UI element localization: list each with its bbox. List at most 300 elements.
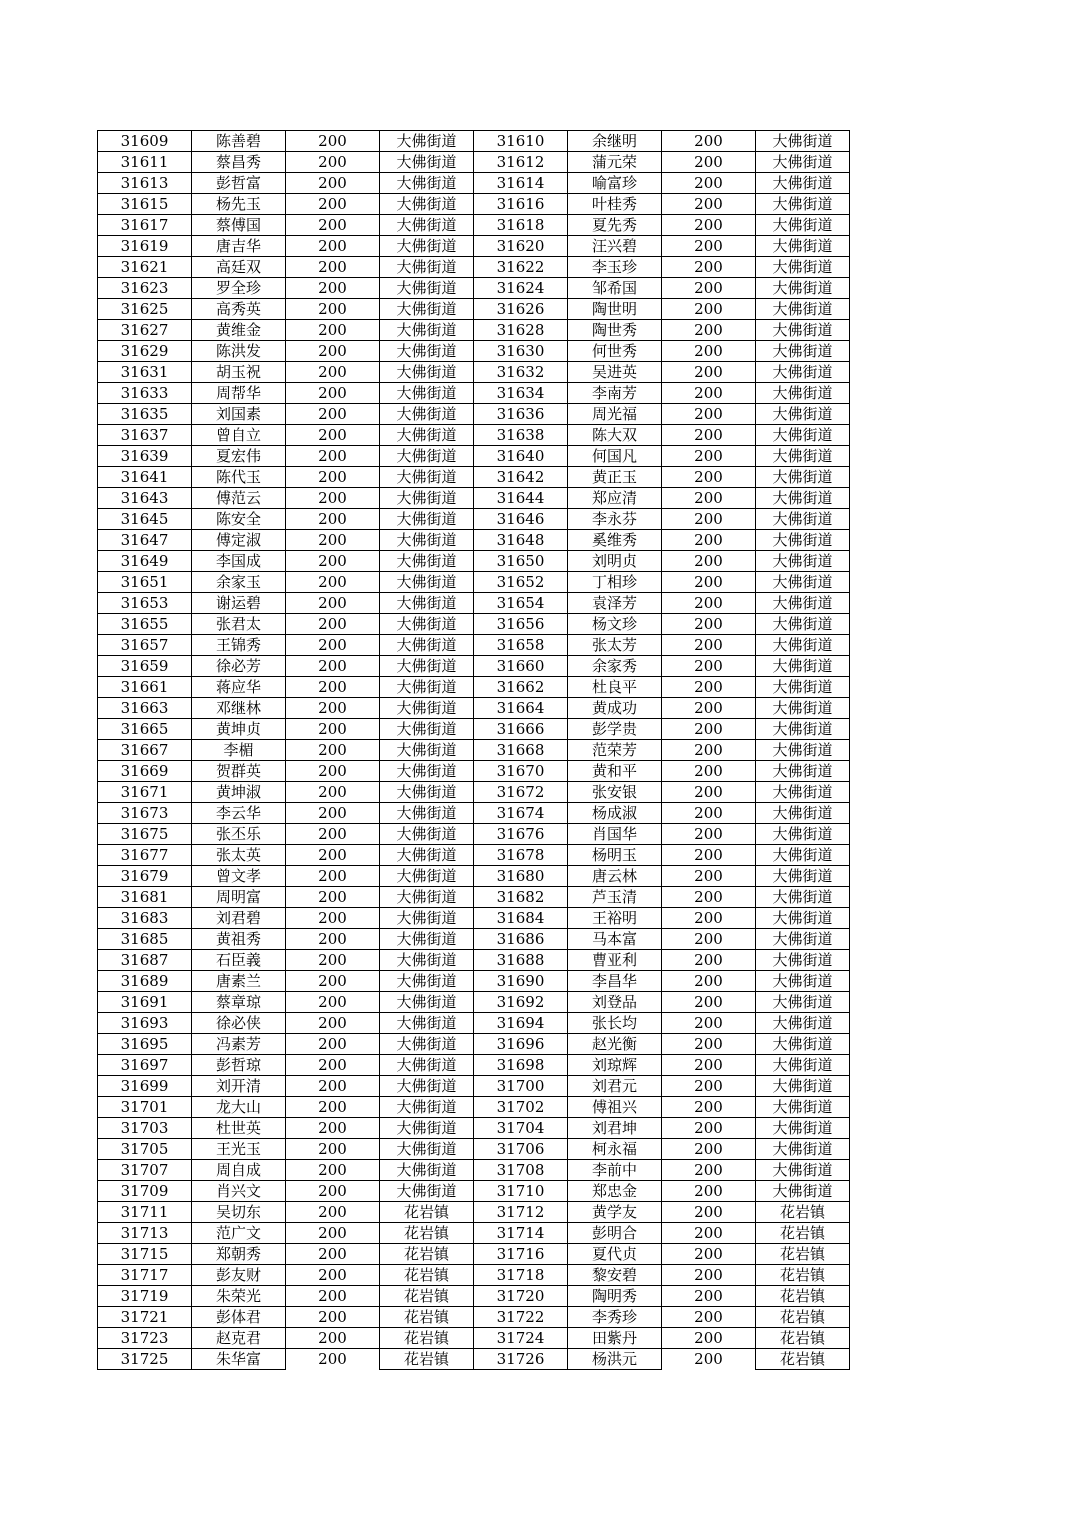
amount-cell: 200 <box>286 971 380 992</box>
amount-cell: 200 <box>662 1349 756 1370</box>
person-name-cell: 黄祖秀 <box>192 929 286 950</box>
person-name-cell: 刘君元 <box>568 1076 662 1097</box>
table-row <box>98 551 850 572</box>
person-name-cell: 刘登品 <box>568 992 662 1013</box>
person-name-cell: 唐云林 <box>568 866 662 887</box>
amount-cell: 200 <box>286 257 380 278</box>
location-cell: 大佛街道 <box>756 992 850 1013</box>
record-id-cell: 31676 <box>474 824 568 845</box>
location-cell: 大佛街道 <box>756 1034 850 1055</box>
person-name-cell: 李昌华 <box>568 971 662 992</box>
record-id-cell: 31696 <box>474 1034 568 1055</box>
table-row <box>98 635 850 656</box>
amount-cell: 200 <box>286 824 380 845</box>
amount-cell: 200 <box>286 761 380 782</box>
amount-cell: 200 <box>662 572 756 593</box>
amount-cell: 200 <box>662 656 756 677</box>
record-id-cell: 31671 <box>98 782 192 803</box>
location-cell: 花岩镇 <box>756 1328 850 1349</box>
amount-cell: 200 <box>286 698 380 719</box>
person-name-cell: 肖国华 <box>568 824 662 845</box>
person-name-cell: 余家秀 <box>568 656 662 677</box>
amount-cell: 200 <box>286 194 380 215</box>
location-cell: 大佛街道 <box>756 383 850 404</box>
person-name-cell: 吴切东 <box>192 1202 286 1223</box>
location-cell: 大佛街道 <box>756 1139 850 1160</box>
table-row <box>98 761 850 782</box>
amount-cell: 200 <box>286 467 380 488</box>
table-row <box>98 866 850 887</box>
table-row <box>98 278 850 299</box>
table-row <box>98 908 850 929</box>
table-row <box>98 1160 850 1181</box>
record-id-cell: 31677 <box>98 845 192 866</box>
location-cell: 大佛街道 <box>756 635 850 656</box>
amount-cell: 200 <box>662 1223 756 1244</box>
person-name-cell: 蒋应华 <box>192 677 286 698</box>
amount-cell: 200 <box>286 866 380 887</box>
person-name-cell: 蒲元荣 <box>568 152 662 173</box>
person-name-cell: 陶世秀 <box>568 320 662 341</box>
amount-cell: 200 <box>286 1181 380 1202</box>
record-id-cell: 31718 <box>474 1265 568 1286</box>
record-id-cell: 31693 <box>98 1013 192 1034</box>
table-row <box>98 425 850 446</box>
person-name-cell: 李楣 <box>192 740 286 761</box>
location-cell: 大佛街道 <box>756 908 850 929</box>
record-id-cell: 31680 <box>474 866 568 887</box>
person-name-cell: 何世秀 <box>568 341 662 362</box>
person-name-cell: 夏先秀 <box>568 215 662 236</box>
amount-cell: 200 <box>286 1160 380 1181</box>
table-row <box>98 656 850 677</box>
location-cell: 大佛街道 <box>380 1139 474 1160</box>
amount-cell: 200 <box>662 362 756 383</box>
location-cell: 大佛街道 <box>380 908 474 929</box>
person-name-cell: 杨洪元 <box>568 1349 662 1370</box>
location-cell: 大佛街道 <box>380 761 474 782</box>
record-id-cell: 31654 <box>474 593 568 614</box>
table-row <box>98 509 850 530</box>
table-row <box>98 1139 850 1160</box>
record-id-cell: 31615 <box>98 194 192 215</box>
amount-cell: 200 <box>662 1055 756 1076</box>
amount-cell: 200 <box>286 1034 380 1055</box>
record-id-cell: 31678 <box>474 845 568 866</box>
amount-cell: 200 <box>662 278 756 299</box>
location-cell: 花岩镇 <box>756 1244 850 1265</box>
table-row <box>98 950 850 971</box>
location-cell: 花岩镇 <box>756 1223 850 1244</box>
amount-cell: 200 <box>286 1055 380 1076</box>
location-cell: 大佛街道 <box>380 656 474 677</box>
location-cell: 大佛街道 <box>380 509 474 530</box>
table-row <box>98 404 850 425</box>
person-name-cell: 陈大双 <box>568 425 662 446</box>
location-cell: 大佛街道 <box>380 1013 474 1034</box>
person-name-cell: 李国成 <box>192 551 286 572</box>
table-row <box>98 236 850 257</box>
person-name-cell: 杨成淑 <box>568 803 662 824</box>
record-id-cell: 31649 <box>98 551 192 572</box>
location-cell: 大佛街道 <box>756 761 850 782</box>
location-cell: 花岩镇 <box>380 1286 474 1307</box>
person-name-cell: 芦玉清 <box>568 887 662 908</box>
amount-cell: 200 <box>662 299 756 320</box>
amount-cell: 200 <box>286 278 380 299</box>
person-name-cell: 彭友财 <box>192 1265 286 1286</box>
record-id-cell: 31625 <box>98 299 192 320</box>
record-id-cell: 31719 <box>98 1286 192 1307</box>
record-id-cell: 31720 <box>474 1286 568 1307</box>
amount-cell: 200 <box>286 677 380 698</box>
table-row <box>98 530 850 551</box>
table-row <box>98 383 850 404</box>
amount-cell: 200 <box>286 1223 380 1244</box>
amount-cell: 200 <box>662 1265 756 1286</box>
record-id-cell: 31631 <box>98 362 192 383</box>
record-id-cell: 31638 <box>474 425 568 446</box>
person-name-cell: 邓继林 <box>192 698 286 719</box>
location-cell: 大佛街道 <box>756 551 850 572</box>
record-id-cell: 31635 <box>98 404 192 425</box>
table-row <box>98 803 850 824</box>
amount-cell: 200 <box>662 215 756 236</box>
person-name-cell: 叶桂秀 <box>568 194 662 215</box>
record-id-cell: 31609 <box>98 131 192 152</box>
location-cell: 大佛街道 <box>380 635 474 656</box>
amount-cell: 200 <box>662 131 756 152</box>
person-name-cell: 黄和平 <box>568 761 662 782</box>
location-cell: 大佛街道 <box>756 341 850 362</box>
location-cell: 大佛街道 <box>756 740 850 761</box>
record-id-cell: 31621 <box>98 257 192 278</box>
amount-cell: 200 <box>286 1013 380 1034</box>
person-name-cell: 赵克君 <box>192 1328 286 1349</box>
table-row <box>98 614 850 635</box>
amount-cell: 200 <box>662 824 756 845</box>
record-id-cell: 31705 <box>98 1139 192 1160</box>
person-name-cell: 傅范云 <box>192 488 286 509</box>
table-row <box>98 299 850 320</box>
person-name-cell: 唐素兰 <box>192 971 286 992</box>
record-id-cell: 31623 <box>98 278 192 299</box>
table-row <box>98 362 850 383</box>
location-cell: 大佛街道 <box>756 362 850 383</box>
location-cell: 大佛街道 <box>380 782 474 803</box>
location-cell: 大佛街道 <box>756 320 850 341</box>
record-id-cell: 31644 <box>474 488 568 509</box>
amount-cell: 200 <box>286 740 380 761</box>
amount-cell: 200 <box>286 1265 380 1286</box>
location-cell: 大佛街道 <box>380 845 474 866</box>
location-cell: 大佛街道 <box>380 425 474 446</box>
person-name-cell: 黎安碧 <box>568 1265 662 1286</box>
record-id-cell: 31668 <box>474 740 568 761</box>
amount-cell: 200 <box>286 488 380 509</box>
person-name-cell: 邹希国 <box>568 278 662 299</box>
location-cell: 大佛街道 <box>380 1118 474 1139</box>
record-id-cell: 31710 <box>474 1181 568 1202</box>
location-cell: 大佛街道 <box>380 131 474 152</box>
person-name-cell: 张太英 <box>192 845 286 866</box>
amount-cell: 200 <box>662 1202 756 1223</box>
person-name-cell: 郑忠金 <box>568 1181 662 1202</box>
record-id-cell: 31679 <box>98 866 192 887</box>
person-name-cell: 王裕明 <box>568 908 662 929</box>
amount-cell: 200 <box>662 635 756 656</box>
record-id-cell: 31709 <box>98 1181 192 1202</box>
record-id-cell: 31686 <box>474 929 568 950</box>
location-cell: 大佛街道 <box>380 572 474 593</box>
data-table <box>97 130 850 1370</box>
person-name-cell: 刘国素 <box>192 404 286 425</box>
location-cell: 大佛街道 <box>380 215 474 236</box>
amount-cell: 200 <box>286 929 380 950</box>
person-name-cell: 杨明玉 <box>568 845 662 866</box>
person-name-cell: 刘明贞 <box>568 551 662 572</box>
person-name-cell: 夏宏伟 <box>192 446 286 467</box>
record-id-cell: 31656 <box>474 614 568 635</box>
person-name-cell: 刘君坤 <box>568 1118 662 1139</box>
amount-cell: 200 <box>662 992 756 1013</box>
location-cell: 大佛街道 <box>756 509 850 530</box>
record-id-cell: 31616 <box>474 194 568 215</box>
record-id-cell: 31611 <box>98 152 192 173</box>
amount-cell: 200 <box>662 173 756 194</box>
person-name-cell: 余家玉 <box>192 572 286 593</box>
record-id-cell: 31726 <box>474 1349 568 1370</box>
record-id-cell: 31690 <box>474 971 568 992</box>
location-cell: 大佛街道 <box>756 530 850 551</box>
person-name-cell: 周自成 <box>192 1160 286 1181</box>
record-id-cell: 31684 <box>474 908 568 929</box>
person-name-cell: 傅祖兴 <box>568 1097 662 1118</box>
person-name-cell: 彭体君 <box>192 1307 286 1328</box>
record-id-cell: 31637 <box>98 425 192 446</box>
location-cell: 大佛街道 <box>380 341 474 362</box>
record-id-cell: 31617 <box>98 215 192 236</box>
record-id-cell: 31659 <box>98 656 192 677</box>
person-name-cell: 徐必芳 <box>192 656 286 677</box>
location-cell: 大佛街道 <box>380 992 474 1013</box>
table-row <box>98 593 850 614</box>
location-cell: 大佛街道 <box>380 803 474 824</box>
location-cell: 大佛街道 <box>756 1055 850 1076</box>
amount-cell: 200 <box>286 1307 380 1328</box>
person-name-cell: 肖兴文 <box>192 1181 286 1202</box>
record-id-cell: 31695 <box>98 1034 192 1055</box>
amount-cell: 200 <box>286 404 380 425</box>
record-id-cell: 31674 <box>474 803 568 824</box>
record-id-cell: 31675 <box>98 824 192 845</box>
table-row <box>98 488 850 509</box>
person-name-cell: 高廷双 <box>192 257 286 278</box>
record-id-cell: 31629 <box>98 341 192 362</box>
record-id-cell: 31628 <box>474 320 568 341</box>
location-cell: 大佛街道 <box>380 299 474 320</box>
record-id-cell: 31618 <box>474 215 568 236</box>
person-name-cell: 田紫丹 <box>568 1328 662 1349</box>
location-cell: 大佛街道 <box>380 446 474 467</box>
amount-cell: 200 <box>286 1202 380 1223</box>
location-cell: 大佛街道 <box>756 194 850 215</box>
amount-cell: 200 <box>286 656 380 677</box>
location-cell: 大佛街道 <box>756 803 850 824</box>
person-name-cell: 杨文珍 <box>568 614 662 635</box>
table-row <box>98 1307 850 1328</box>
person-name-cell: 何国凡 <box>568 446 662 467</box>
location-cell: 大佛街道 <box>756 845 850 866</box>
location-cell: 大佛街道 <box>380 677 474 698</box>
amount-cell: 200 <box>286 152 380 173</box>
location-cell: 大佛街道 <box>756 236 850 257</box>
person-name-cell: 李南芳 <box>568 383 662 404</box>
table-row <box>98 845 850 866</box>
location-cell: 大佛街道 <box>380 719 474 740</box>
table-row <box>98 1118 850 1139</box>
record-id-cell: 31701 <box>98 1097 192 1118</box>
amount-cell: 200 <box>286 719 380 740</box>
record-id-cell: 31672 <box>474 782 568 803</box>
person-name-cell: 郑应清 <box>568 488 662 509</box>
location-cell: 大佛街道 <box>380 404 474 425</box>
record-id-cell: 31613 <box>98 173 192 194</box>
record-id-cell: 31658 <box>474 635 568 656</box>
table-row <box>98 929 850 950</box>
record-id-cell: 31627 <box>98 320 192 341</box>
amount-cell: 200 <box>662 1181 756 1202</box>
table-row <box>98 1013 850 1034</box>
amount-cell: 200 <box>662 1139 756 1160</box>
record-id-cell: 31694 <box>474 1013 568 1034</box>
location-cell: 大佛街道 <box>756 971 850 992</box>
table-row <box>98 1286 850 1307</box>
table-row <box>98 1034 850 1055</box>
location-cell: 大佛街道 <box>756 1118 850 1139</box>
table-row <box>98 1076 850 1097</box>
record-id-cell: 31682 <box>474 887 568 908</box>
location-cell: 花岩镇 <box>380 1223 474 1244</box>
location-cell: 花岩镇 <box>380 1307 474 1328</box>
person-name-cell: 蔡昌秀 <box>192 152 286 173</box>
table-row <box>98 887 850 908</box>
record-id-cell: 31725 <box>98 1349 192 1370</box>
person-name-cell: 杨先玉 <box>192 194 286 215</box>
record-id-cell: 31610 <box>474 131 568 152</box>
amount-cell: 200 <box>662 1244 756 1265</box>
location-cell: 大佛街道 <box>756 782 850 803</box>
person-name-cell: 刘开清 <box>192 1076 286 1097</box>
location-cell: 大佛街道 <box>380 530 474 551</box>
amount-cell: 200 <box>286 509 380 530</box>
record-id-cell: 31670 <box>474 761 568 782</box>
amount-cell: 200 <box>662 677 756 698</box>
record-id-cell: 31704 <box>474 1118 568 1139</box>
amount-cell: 200 <box>286 1097 380 1118</box>
record-id-cell: 31687 <box>98 950 192 971</box>
person-name-cell: 夏代贞 <box>568 1244 662 1265</box>
amount-cell: 200 <box>286 1328 380 1349</box>
person-name-cell: 王光玉 <box>192 1139 286 1160</box>
amount-cell: 200 <box>286 1244 380 1265</box>
location-cell: 大佛街道 <box>380 1160 474 1181</box>
person-name-cell: 李永芬 <box>568 509 662 530</box>
person-name-cell: 彭学贵 <box>568 719 662 740</box>
location-cell: 大佛街道 <box>380 173 474 194</box>
person-name-cell: 陈洪发 <box>192 341 286 362</box>
table-body <box>98 131 850 1370</box>
record-id-cell: 31650 <box>474 551 568 572</box>
table-row <box>98 572 850 593</box>
amount-cell: 200 <box>662 1076 756 1097</box>
location-cell: 大佛街道 <box>380 257 474 278</box>
location-cell: 大佛街道 <box>380 593 474 614</box>
table-row <box>98 215 850 236</box>
person-name-cell: 陶明秀 <box>568 1286 662 1307</box>
table-row <box>98 194 850 215</box>
person-name-cell: 张安银 <box>568 782 662 803</box>
location-cell: 大佛街道 <box>380 488 474 509</box>
person-name-cell: 张君太 <box>192 614 286 635</box>
record-id-cell: 31653 <box>98 593 192 614</box>
amount-cell: 200 <box>286 950 380 971</box>
person-name-cell: 冯素芳 <box>192 1034 286 1055</box>
person-name-cell: 范荣芳 <box>568 740 662 761</box>
location-cell: 大佛街道 <box>756 614 850 635</box>
record-id-cell: 31643 <box>98 488 192 509</box>
amount-cell: 200 <box>662 551 756 572</box>
location-cell: 大佛街道 <box>380 320 474 341</box>
table-row <box>98 320 850 341</box>
record-id-cell: 31666 <box>474 719 568 740</box>
table-row <box>98 971 850 992</box>
amount-cell: 200 <box>662 236 756 257</box>
record-id-cell: 31703 <box>98 1118 192 1139</box>
record-id-cell: 31711 <box>98 1202 192 1223</box>
record-id-cell: 31689 <box>98 971 192 992</box>
location-cell: 大佛街道 <box>756 1160 850 1181</box>
record-id-cell: 31663 <box>98 698 192 719</box>
amount-cell: 200 <box>662 929 756 950</box>
person-name-cell: 彭明合 <box>568 1223 662 1244</box>
location-cell: 大佛街道 <box>380 236 474 257</box>
amount-cell: 200 <box>662 1013 756 1034</box>
amount-cell: 200 <box>662 194 756 215</box>
location-cell: 大佛街道 <box>380 383 474 404</box>
location-cell: 大佛街道 <box>380 194 474 215</box>
record-id-cell: 31700 <box>474 1076 568 1097</box>
table-row <box>98 1055 850 1076</box>
person-name-cell: 杜世英 <box>192 1118 286 1139</box>
location-cell: 大佛街道 <box>380 866 474 887</box>
person-name-cell: 蔡傅国 <box>192 215 286 236</box>
location-cell: 大佛街道 <box>380 1181 474 1202</box>
amount-cell: 200 <box>286 551 380 572</box>
location-cell: 大佛街道 <box>756 1097 850 1118</box>
record-id-cell: 31634 <box>474 383 568 404</box>
table-row <box>98 1244 850 1265</box>
person-name-cell: 曾自立 <box>192 425 286 446</box>
person-name-cell: 黄正玉 <box>568 467 662 488</box>
amount-cell: 200 <box>662 803 756 824</box>
record-id-cell: 31620 <box>474 236 568 257</box>
table-row <box>98 698 850 719</box>
amount-cell: 200 <box>286 635 380 656</box>
location-cell: 大佛街道 <box>756 698 850 719</box>
amount-cell: 200 <box>286 992 380 1013</box>
location-cell: 大佛街道 <box>756 131 850 152</box>
